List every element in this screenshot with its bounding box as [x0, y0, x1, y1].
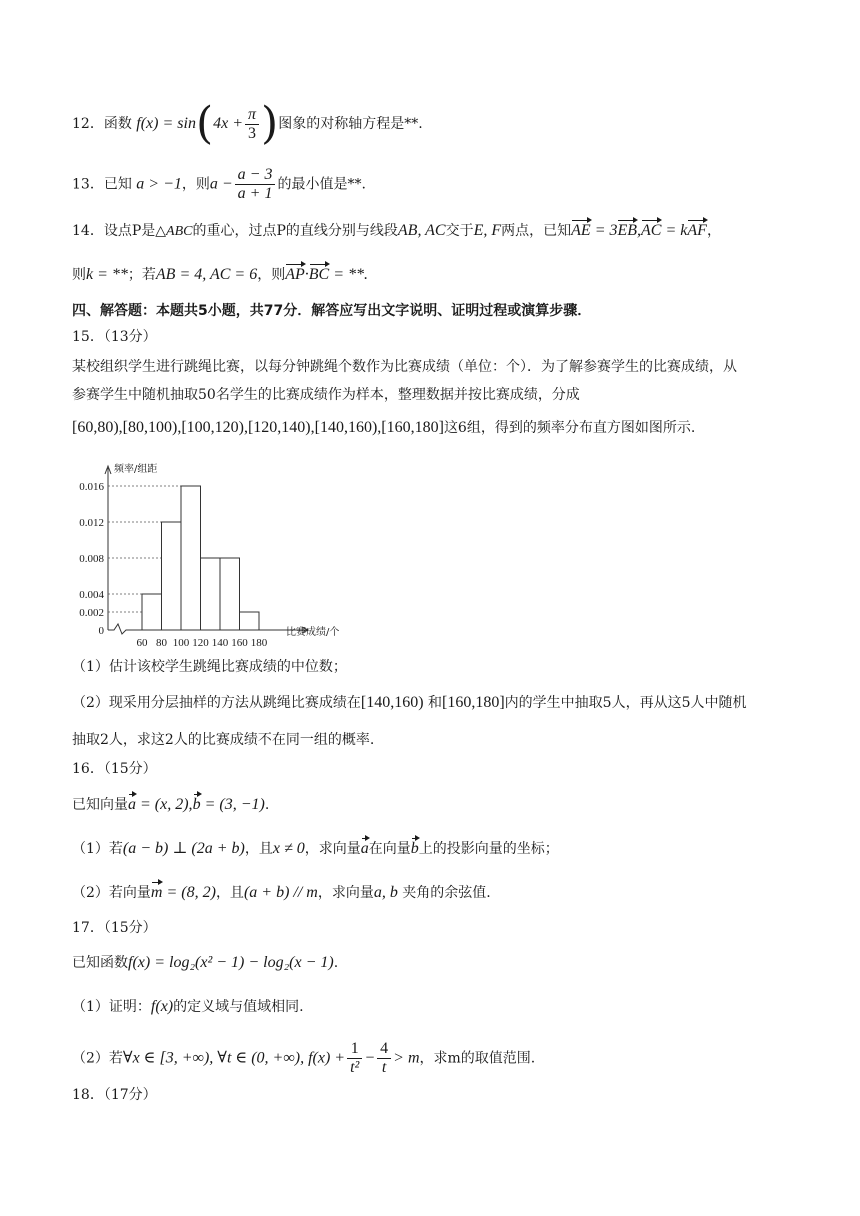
q14-tail: ， [706, 223, 721, 239]
q14-then: 则 [72, 267, 86, 283]
y-tick-label: 0.004 [79, 589, 104, 601]
q15-sub-1: （1）估计该校学生跳绳比赛成绩的中位数； [72, 659, 347, 675]
q17-number: 17．（15分） [72, 920, 157, 936]
vector-b-ref: b [411, 838, 419, 860]
q15-paragraph-1: 某校组织学生进行跳绳比赛，以每分钟跳绳个数作为比赛成绩（单位：个）．为了解参赛学生的比赛成绩，从 [72, 359, 737, 375]
q14-text-3: 交于 [445, 223, 474, 239]
q17-sub-2 [72, 1040, 535, 1077]
q16-given-prefix: 已知向量 [72, 797, 128, 813]
q15-sub-2-line-2: 抽取2人，求这2人的比赛成绩不在同一组的概率. [72, 732, 375, 748]
q17-sub-1 [72, 996, 304, 1018]
q16-m-value: = (8, 2) [166, 884, 216, 901]
q15-sub-2-a: （2）现采用分层抽样的方法从跳绳比赛成绩在 [72, 695, 361, 711]
left-paren: ( [195, 98, 214, 149]
q16-s2-a: （2）若向量 [72, 885, 151, 901]
q15-interval-1: [140,160) [360, 694, 424, 711]
q13-fraction: $\frac{a - 3}{a + 1}$ [235, 166, 276, 203]
q16-s2-ab: a, b [373, 884, 398, 901]
q16-s1-expr: (a − b) ⊥ (2a + b) [122, 840, 245, 857]
q16-s1-d: 在向量 [368, 841, 411, 857]
vector-m: m [151, 882, 163, 904]
question-14-line-2 [72, 264, 368, 286]
q14-segments: AB, AC [397, 222, 446, 239]
vector-ap: AP [285, 264, 305, 286]
vector-b: b [193, 794, 201, 816]
vector-ac: AC [641, 220, 661, 242]
histogram-bar [162, 522, 182, 630]
x-tick-label: 80 [156, 637, 167, 646]
q16-s1-a: （1）若 [72, 841, 123, 857]
q14-number: 14． [72, 223, 104, 239]
q17-gt: > m [393, 1049, 420, 1067]
q16-given [72, 794, 269, 816]
dot-operator: · [304, 266, 309, 283]
q14-eq-1: = 3 [594, 222, 618, 239]
q13-number: 13． [72, 176, 104, 193]
histogram-bar [201, 558, 221, 630]
y-tick-label: 0 [98, 625, 104, 637]
x-tick-label: 60 [136, 637, 148, 646]
vector-a: a [128, 794, 136, 816]
vector-af: AF [687, 220, 707, 242]
q15-groups: [60,80),[80,100),[100,120),[120,140),[140,160),[160,180] [72, 419, 444, 436]
q17-s1-b: 的定义域与值域相同. [173, 999, 304, 1015]
q15-and: 和 [428, 695, 443, 711]
q17-s2-quantifier: ∀x ∈ [3, +∞), ∀t ∈ (0, +∞), f(x) + [122, 1049, 346, 1067]
question-12 [72, 98, 423, 149]
q15-sub-2-c: 内的学生中抽取5人，再从这5人中随机 [504, 695, 747, 711]
q17-function: f(x) = log₂(x² − 1) − log₂(x − 1) [128, 954, 334, 971]
q14-k: k = ** [86, 266, 128, 283]
y-axis-label: 频率/组距 [114, 464, 158, 475]
q14-then-2: ，则 [257, 267, 286, 283]
x-tick-label: 180 [250, 637, 268, 646]
q17-fraction-2: $\frac{4}{t}$ [377, 1040, 391, 1077]
q15-paragraph-3 [72, 417, 695, 439]
y-tick-label: 0.016 [79, 481, 104, 493]
section-heading: 四、解答题：本题共5小题，共77分．解答应写出文字说明、证明过程或演算步骤． [72, 303, 592, 319]
q15-paragraph-2: 参赛学生中随机抽取50名学生的比赛成绩作为样本，整理数据并按比赛成绩，分成 [72, 387, 580, 403]
q13-a: a − [209, 175, 233, 193]
q14-lengths: AB = 4, AC = 6 [155, 266, 258, 283]
y-tick-label: 0.012 [79, 517, 104, 529]
q14-eq-2: = k [665, 222, 688, 239]
q17-s2-a: （2）若 [72, 1050, 123, 1067]
q17-given-prefix: 已知函数 [72, 955, 128, 971]
question-13 [72, 166, 366, 203]
q12-suffix: 图象的对称轴方程是**. [278, 116, 423, 132]
q16-s2-expr: (a + b) // m [243, 884, 318, 901]
x-tick-label: 140 [211, 637, 229, 646]
x-axis-label: 比赛成绩/个 [286, 627, 340, 638]
histogram-bar [240, 612, 260, 630]
q14-text-4: 两点，已知 [501, 223, 572, 239]
q17-s1-fx: f(x) [150, 998, 174, 1015]
q16-s1-cond: x ≠ 0 [272, 840, 305, 857]
histogram-bar [220, 558, 240, 630]
q16-period: . [264, 797, 270, 813]
q14-answer: = **. [333, 266, 368, 283]
x-tick-label: 120 [192, 637, 209, 646]
q18-number: 18．（17分） [72, 1087, 157, 1103]
q16-a-value: = (x, 2), [140, 796, 193, 813]
x-tick-label: 100 [172, 637, 190, 646]
q16-b-value: = (3, −1) [204, 796, 265, 813]
q17-period: . [333, 955, 339, 971]
q16-number: 16．（15分） [72, 761, 157, 777]
q13-mid: ，则 [181, 176, 210, 193]
q15-paragraph-3-text: 这6组，得到的频率分布直方图如图所示. [443, 420, 696, 436]
y-tick-label: 0.002 [79, 607, 104, 619]
question-14-line-1 [72, 220, 721, 243]
vector-a-ref: a [361, 838, 369, 860]
q17-s2-b: ，求m的取值范围. [419, 1050, 536, 1067]
q12-number: 12． [72, 116, 104, 132]
vector-ae: AE [571, 220, 591, 242]
q13-prefix: 已知 [103, 176, 132, 193]
x-tick-label: 160 [231, 637, 248, 646]
q14-triangle: △ABC [155, 224, 193, 239]
q16-s1-b: ，且 [244, 841, 273, 857]
q15-interval-2: [160,180] [442, 694, 505, 711]
q17-fraction-1: $\frac{1}{\text{t²}}$ [347, 1040, 362, 1077]
q14-comma: , [637, 222, 642, 239]
histogram-svg [66, 456, 366, 646]
q12-function: f(x) = sin [136, 115, 196, 132]
q16-s2-d: 夹角的余弦值. [402, 885, 491, 901]
q12-inner: 4x + [213, 115, 244, 132]
q14-if: ；若 [127, 267, 156, 283]
q15-number: 15．（13分） [72, 329, 157, 345]
right-paren: ) [261, 98, 279, 149]
vector-eb: EB [617, 220, 637, 242]
q17-minus: − [364, 1049, 376, 1067]
q16-s1-c: ，求向量 [304, 841, 361, 857]
q16-s2-b: ，且 [215, 885, 244, 901]
q16-s2-c: ，求向量 [317, 885, 374, 901]
frequency-histogram [66, 456, 366, 646]
histogram-bar [181, 486, 201, 630]
histogram-bar [142, 594, 162, 630]
q14-text-2: 的重心，过点P的直线分别与线段 [192, 223, 398, 239]
q13-condition: a > −1 [136, 175, 182, 193]
q12-prefix: 函数 [103, 116, 132, 132]
q16-s1-e: 上的投影向量的坐标； [418, 841, 559, 857]
q17-given [72, 952, 338, 974]
q13-suffix: 的最小值是**. [277, 176, 366, 193]
q15-sub-2-line-1 [72, 692, 747, 714]
q16-sub-1 [72, 838, 559, 860]
y-tick-label: 0.008 [79, 553, 104, 565]
q16-sub-2 [72, 882, 491, 904]
q14-text-1: 设点P是 [103, 223, 156, 239]
q14-points: E, F [473, 222, 502, 239]
q12-fraction: $\frac{\pi}{3}$ [245, 106, 259, 143]
q17-s1-a: （1）证明： [72, 999, 151, 1015]
vector-bc: BC [309, 264, 329, 286]
